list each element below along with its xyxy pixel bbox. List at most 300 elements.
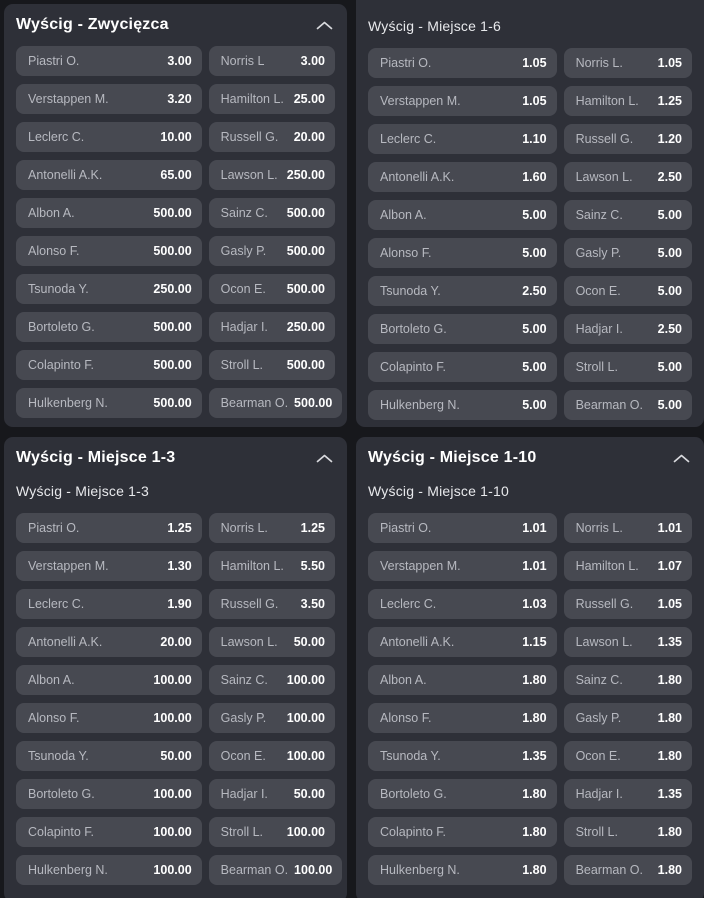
selection-odds: 1.10 (522, 132, 547, 146)
market-panel-winner (4, 4, 347, 427)
selection-name: Hadjar I. (575, 322, 623, 336)
odds-button[interactable] (16, 312, 202, 342)
selection-odds: 1.60 (522, 170, 547, 184)
odds-button[interactable] (564, 627, 692, 657)
selection-odds: 50.00 (160, 749, 192, 763)
odds-button[interactable] (564, 124, 692, 154)
selection-odds: 100.00 (153, 711, 192, 725)
selection-name: Russell G. (575, 597, 634, 611)
selection-odds: 50.00 (293, 787, 325, 801)
selection-odds: 500.00 (153, 320, 192, 334)
selection-name: Colapinto F. (380, 360, 447, 374)
selection-name: Hulkenberg N. (380, 398, 460, 412)
selection-name: Hamilton L. (575, 559, 639, 573)
selection-name: Leclerc C. (380, 132, 437, 146)
selection-name: Russell G. (575, 132, 634, 146)
odds-row (16, 855, 335, 885)
odds-row (368, 513, 692, 543)
odds-rows (16, 513, 335, 885)
odds-row (16, 703, 335, 733)
selection-name: Gasly P. (220, 711, 267, 725)
odds-button[interactable] (209, 551, 335, 581)
odds-button[interactable] (368, 817, 557, 847)
selection-name: Sainz C. (575, 673, 623, 687)
selection-odds: 500.00 (294, 396, 333, 410)
odds-button[interactable] (368, 276, 557, 306)
odds-button[interactable] (564, 86, 692, 116)
selection-odds: 100.00 (286, 825, 325, 839)
selection-name: Hulkenberg N. (380, 863, 460, 877)
odds-button[interactable] (368, 314, 557, 344)
odds-row (16, 741, 335, 771)
selection-odds: 1.25 (657, 94, 682, 108)
odds-button[interactable] (209, 122, 335, 152)
odds-row (368, 627, 692, 657)
odds-button[interactable] (368, 513, 557, 543)
odds-row (368, 779, 692, 809)
selection-name: Antonelli A.K. (380, 170, 455, 184)
odds-button[interactable] (16, 388, 202, 418)
selection-name: Hamilton L. (220, 559, 284, 573)
selection-name: Hulkenberg N. (28, 396, 108, 410)
selection-name: Russell G. (220, 130, 279, 144)
selection-odds: 100.00 (286, 673, 325, 687)
odds-row (368, 238, 692, 268)
odds-button[interactable] (564, 162, 692, 192)
odds-button[interactable] (564, 238, 692, 268)
selection-odds: 1.01 (522, 521, 547, 535)
odds-row (16, 312, 335, 342)
odds-button[interactable] (209, 84, 335, 114)
chevron-up-icon[interactable] (314, 19, 335, 32)
selection-name: Albon A. (28, 206, 75, 220)
odds-row (368, 86, 692, 116)
selection-name: Norris L (220, 54, 265, 68)
selection-odds: 5.00 (657, 284, 682, 298)
odds-button[interactable] (564, 741, 692, 771)
selection-name: Piastri O. (380, 56, 432, 70)
odds-button[interactable] (209, 779, 335, 809)
market-header[interactable] (16, 437, 335, 479)
selection-name: Colapinto F. (380, 825, 447, 839)
selection-name: Sainz C. (220, 206, 268, 220)
selection-odds: 1.35 (657, 787, 682, 801)
market-panel-place-1-6 (356, 0, 704, 427)
odds-button[interactable] (564, 665, 692, 695)
selection-name: Hulkenberg N. (28, 863, 108, 877)
odds-row (16, 388, 335, 418)
odds-button[interactable] (209, 388, 343, 418)
market-subtitle: Wyścig - Miejsce 1-3 (16, 483, 150, 499)
odds-button[interactable] (564, 200, 692, 230)
odds-row (368, 276, 692, 306)
odds-row (368, 200, 692, 230)
odds-rows (368, 48, 692, 420)
selection-odds: 500.00 (286, 358, 325, 372)
selection-odds: 1.80 (657, 863, 682, 877)
odds-row (368, 741, 692, 771)
selection-odds: 1.15 (522, 635, 547, 649)
selection-odds: 100.00 (286, 749, 325, 763)
odds-row (16, 551, 335, 581)
selection-name: Ocon E. (220, 749, 266, 763)
odds-button[interactable] (564, 817, 692, 847)
odds-row (368, 48, 692, 78)
selection-odds: 65.00 (160, 168, 192, 182)
selection-odds: 100.00 (153, 863, 192, 877)
selection-name: Verstappen M. (380, 559, 461, 573)
selection-odds: 1.07 (657, 559, 682, 573)
selection-name: Stroll L. (575, 360, 618, 374)
odds-button[interactable] (16, 741, 202, 771)
selection-name: Antonelli A.K. (28, 168, 103, 182)
selection-name: Bearman O. (220, 863, 289, 877)
odds-button[interactable] (16, 665, 202, 695)
selection-name: Verstappen M. (28, 92, 109, 106)
selection-name: Alonso F. (28, 244, 80, 258)
selection-odds: 100.00 (153, 673, 192, 687)
odds-button[interactable] (564, 390, 692, 420)
odds-row (16, 236, 335, 266)
selection-odds: 5.00 (657, 208, 682, 222)
odds-row (16, 513, 335, 543)
odds-row (16, 350, 335, 380)
selection-name: Sainz C. (575, 208, 623, 222)
odds-row (16, 817, 335, 847)
selection-odds: 1.80 (522, 825, 547, 839)
selection-odds: 1.80 (657, 673, 682, 687)
odds-row (368, 390, 692, 420)
odds-button[interactable] (368, 162, 557, 192)
selection-name: Ocon E. (220, 282, 266, 296)
selection-odds: 3.00 (167, 54, 192, 68)
selection-name: Colapinto F. (28, 358, 95, 372)
selection-odds: 2.50 (657, 322, 682, 336)
odds-row (16, 665, 335, 695)
odds-row (368, 855, 692, 885)
odds-button[interactable] (16, 46, 202, 76)
selection-name: Sainz C. (220, 673, 268, 687)
selection-odds: 500.00 (153, 244, 192, 258)
odds-button[interactable] (16, 122, 202, 152)
market-subtitle: Wyścig - Miejsce 1-10 (368, 483, 509, 499)
selection-odds: 20.00 (160, 635, 192, 649)
odds-button[interactable] (564, 703, 692, 733)
odds-row (16, 84, 335, 114)
selection-odds: 1.03 (522, 597, 547, 611)
selection-odds: 1.80 (522, 863, 547, 877)
odds-row (368, 703, 692, 733)
odds-button[interactable] (564, 779, 692, 809)
odds-row (368, 352, 692, 382)
market-title: Wyścig - Zwycięzca (16, 16, 169, 33)
odds-button[interactable] (564, 48, 692, 78)
selection-name: Bearman O. (220, 396, 289, 410)
odds-button[interactable] (368, 352, 557, 382)
odds-button[interactable] (368, 86, 557, 116)
odds-button[interactable] (368, 589, 557, 619)
odds-button[interactable] (564, 551, 692, 581)
odds-button[interactable] (209, 855, 343, 885)
odds-button[interactable] (16, 627, 202, 657)
selection-name: Leclerc C. (28, 597, 85, 611)
selection-odds: 5.00 (522, 208, 547, 222)
selection-odds: 3.50 (300, 597, 325, 611)
odds-row (16, 122, 335, 152)
odds-button[interactable] (209, 589, 335, 619)
odds-button[interactable] (16, 551, 202, 581)
odds-row (368, 314, 692, 344)
odds-button[interactable] (564, 855, 692, 885)
selection-odds: 2.50 (657, 170, 682, 184)
selection-odds: 1.80 (522, 673, 547, 687)
selection-odds: 1.25 (300, 521, 325, 535)
selection-name: Lawson L. (575, 635, 633, 649)
selection-name: Hamilton L. (220, 92, 284, 106)
selection-name: Piastri O. (28, 521, 80, 535)
odds-button[interactable] (209, 665, 335, 695)
odds-button[interactable] (564, 589, 692, 619)
selection-odds: 500.00 (153, 358, 192, 372)
odds-row (16, 274, 335, 304)
odds-row (368, 817, 692, 847)
selection-odds: 500.00 (153, 206, 192, 220)
selection-name: Hadjar I. (220, 320, 268, 334)
selection-name: Verstappen M. (380, 94, 461, 108)
odds-button[interactable] (209, 160, 335, 190)
selection-odds: 1.20 (657, 132, 682, 146)
selection-odds: 1.80 (657, 749, 682, 763)
odds-button[interactable] (16, 274, 202, 304)
odds-button[interactable] (368, 390, 557, 420)
selection-odds: 20.00 (293, 130, 325, 144)
market-header[interactable] (16, 4, 335, 46)
selection-name: Russell G. (220, 597, 279, 611)
selection-odds: 1.05 (522, 94, 547, 108)
odds-button[interactable] (368, 124, 557, 154)
selection-name: Stroll L. (220, 358, 264, 372)
selection-name: Leclerc C. (28, 130, 85, 144)
odds-button[interactable] (16, 779, 202, 809)
selection-odds: 1.05 (657, 597, 682, 611)
selection-odds: 3.20 (167, 92, 192, 106)
selection-odds: 2.50 (522, 284, 547, 298)
market-panel-place-1-3 (4, 437, 347, 898)
odds-button[interactable] (16, 589, 202, 619)
selection-odds: 5.00 (657, 246, 682, 260)
selection-odds: 5.00 (522, 322, 547, 336)
chevron-up-icon[interactable] (314, 452, 335, 465)
selection-name: Ocon E. (575, 749, 621, 763)
selection-name: Bortoleto G. (380, 322, 447, 336)
odds-row (368, 551, 692, 581)
market-header[interactable] (368, 437, 692, 479)
selection-odds: 5.00 (522, 398, 547, 412)
selection-name: Antonelli A.K. (380, 635, 455, 649)
selection-name: Alonso F. (28, 711, 80, 725)
odds-button[interactable] (16, 236, 202, 266)
selection-odds: 10.00 (160, 130, 192, 144)
selection-odds: 500.00 (286, 282, 325, 296)
selection-name: Colapinto F. (28, 825, 95, 839)
odds-button[interactable] (368, 703, 557, 733)
odds-button[interactable] (368, 200, 557, 230)
selection-name: Tsunoda Y. (380, 284, 441, 298)
odds-button[interactable] (16, 817, 202, 847)
odds-button[interactable] (209, 817, 335, 847)
odds-button[interactable] (368, 551, 557, 581)
selection-name: Bearman O. (575, 863, 643, 877)
odds-rows (16, 46, 335, 418)
selection-name: Ocon E. (575, 284, 621, 298)
selection-name: Gasly P. (575, 246, 622, 260)
odds-button[interactable] (209, 274, 335, 304)
odds-button[interactable] (209, 513, 335, 543)
selection-odds: 5.50 (300, 559, 325, 573)
selection-odds: 250.00 (286, 168, 325, 182)
selection-name: Tsunoda Y. (28, 282, 89, 296)
selection-odds: 1.80 (657, 825, 682, 839)
odds-button[interactable] (368, 741, 557, 771)
selection-name: Alonso F. (380, 711, 432, 725)
selection-name: Norris L. (220, 521, 268, 535)
selection-odds: 1.01 (657, 521, 682, 535)
odds-button[interactable] (16, 513, 202, 543)
selection-name: Albon A. (380, 208, 427, 222)
selection-name: Norris L. (575, 521, 623, 535)
selection-odds: 1.01 (522, 559, 547, 573)
market-subtitle: Wyścig - Miejsce 1-6 (368, 18, 502, 34)
odds-rows (368, 513, 692, 885)
selection-name: Tsunoda Y. (380, 749, 441, 763)
odds-button[interactable] (16, 84, 202, 114)
odds-row (368, 665, 692, 695)
selection-odds: 1.35 (657, 635, 682, 649)
odds-button[interactable] (368, 665, 557, 695)
odds-button[interactable] (368, 627, 557, 657)
odds-button[interactable] (564, 352, 692, 382)
odds-button[interactable] (16, 703, 202, 733)
odds-row (368, 162, 692, 192)
selection-odds: 25.00 (293, 92, 325, 106)
selection-odds: 1.80 (522, 787, 547, 801)
selection-name: Leclerc C. (380, 597, 437, 611)
odds-row (16, 46, 335, 76)
odds-button[interactable] (209, 236, 335, 266)
selection-name: Alonso F. (380, 246, 432, 260)
selection-odds: 5.00 (657, 360, 682, 374)
odds-button[interactable] (209, 741, 335, 771)
selection-name: Albon A. (28, 673, 75, 687)
odds-button[interactable] (368, 779, 557, 809)
selection-odds: 100.00 (153, 787, 192, 801)
selection-odds: 1.90 (167, 597, 192, 611)
selection-name: Stroll L. (220, 825, 264, 839)
selection-name: Piastri O. (28, 54, 80, 68)
selection-name: Gasly P. (575, 711, 622, 725)
selection-name: Bearman O. (575, 398, 643, 412)
selection-odds: 1.25 (167, 521, 192, 535)
odds-button[interactable] (368, 855, 557, 885)
odds-button[interactable] (209, 312, 335, 342)
odds-button[interactable] (209, 198, 335, 228)
selection-name: Bortoleto G. (380, 787, 447, 801)
selection-odds: 500.00 (286, 244, 325, 258)
selection-name: Hamilton L. (575, 94, 639, 108)
selection-name: Norris L. (575, 56, 623, 70)
selection-odds: 500.00 (153, 396, 192, 410)
odds-row (16, 589, 335, 619)
market-title: Wyścig - Miejsce 1-10 (368, 449, 537, 466)
odds-button[interactable] (16, 855, 202, 885)
selection-name: Hadjar I. (220, 787, 268, 801)
chevron-up-icon[interactable] (671, 452, 692, 465)
selection-odds: 5.00 (657, 398, 682, 412)
selection-name: Antonelli A.K. (28, 635, 103, 649)
odds-button[interactable] (564, 276, 692, 306)
odds-row (368, 124, 692, 154)
odds-button[interactable] (16, 198, 202, 228)
selection-name: Stroll L. (575, 825, 618, 839)
odds-button[interactable] (16, 350, 202, 380)
selection-odds: 1.05 (657, 56, 682, 70)
selection-odds: 250.00 (286, 320, 325, 334)
odds-row (16, 779, 335, 809)
odds-button[interactable] (209, 350, 335, 380)
selection-odds: 1.80 (657, 711, 682, 725)
selection-odds: 1.80 (522, 711, 547, 725)
odds-button[interactable] (564, 314, 692, 344)
selection-odds: 5.00 (522, 246, 547, 260)
selection-name: Bortoleto G. (28, 787, 95, 801)
selection-name: Albon A. (380, 673, 427, 687)
market-panel-place-1-10 (356, 437, 704, 898)
selection-name: Lawson L. (220, 168, 278, 182)
selection-odds: 1.05 (522, 56, 547, 70)
market-title: Wyścig - Miejsce 1-3 (16, 449, 176, 466)
odds-button[interactable] (564, 513, 692, 543)
selection-name: Bortoleto G. (28, 320, 95, 334)
selection-name: Verstappen M. (28, 559, 109, 573)
odds-row (16, 160, 335, 190)
selection-odds: 1.35 (522, 749, 547, 763)
odds-button[interactable] (16, 160, 202, 190)
selection-name: Lawson L. (220, 635, 278, 649)
odds-button[interactable] (209, 703, 335, 733)
odds-button[interactable] (209, 46, 335, 76)
selection-name: Hadjar I. (575, 787, 623, 801)
selection-odds: 250.00 (153, 282, 192, 296)
odds-row (16, 627, 335, 657)
selection-odds: 100.00 (153, 825, 192, 839)
selection-name: Gasly P. (220, 244, 267, 258)
odds-button[interactable] (209, 627, 335, 657)
selection-odds: 500.00 (286, 206, 325, 220)
odds-row (16, 198, 335, 228)
odds-button[interactable] (368, 48, 557, 78)
odds-row (368, 589, 692, 619)
selection-odds: 1.30 (167, 559, 192, 573)
selection-odds: 3.00 (300, 54, 325, 68)
selection-odds: 5.00 (522, 360, 547, 374)
selection-odds: 100.00 (294, 863, 333, 877)
odds-button[interactable] (368, 238, 557, 268)
selection-name: Tsunoda Y. (28, 749, 89, 763)
selection-name: Lawson L. (575, 170, 633, 184)
selection-name: Piastri O. (380, 521, 432, 535)
selection-odds: 50.00 (293, 635, 325, 649)
selection-odds: 100.00 (286, 711, 325, 725)
